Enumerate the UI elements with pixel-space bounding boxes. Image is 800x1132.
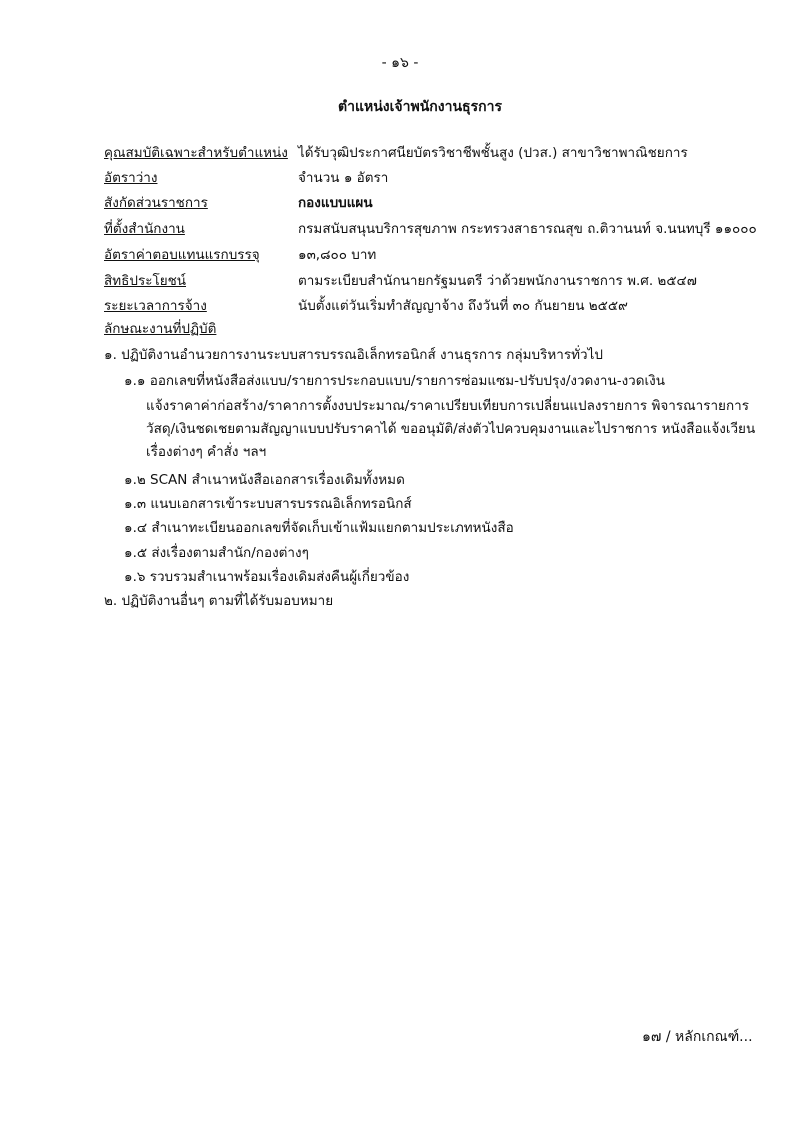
field-label: สิทธิประโยชน์ <box>104 273 187 289</box>
field-label: คุณสมบัติเฉพาะสำหรับตำแหน่ง <box>104 145 288 161</box>
field-label: ระยะเวลาการจ้าง <box>104 298 207 314</box>
field-value: กรมสนับสนุนบริการสุขภาพ กระทรวงสาธารณสุข ถ.ติวานนท์ จ.นนทบุรี ๑๑๐๐๐ <box>298 221 757 237</box>
duty-subitem: ๑.๓ แนบเอกสารเข้าระบบสารบรรณอิเล็กทรอนิกส์ <box>124 496 412 512</box>
field-value: กองแบบแผน <box>298 195 373 211</box>
duty-item-1-1-line: แจ้งราคาค่าก่อสร้าง/ราคาการตั้งงบประมาณ/ราคาเปรียบเทียบการเปลี่ยนแปลงรายการ พิจารณารายการ <box>146 398 749 414</box>
duty-item-2: ๒. ปฏิบัติงานอื่นๆ ตามที่ได้รับมอบหมาย <box>104 593 334 609</box>
page-title: ตำแหน่งเจ้าพนักงานธุรการ <box>338 99 502 115</box>
duty-subitem: ๑.๕ ส่งเรื่องตามสำนัก/กองต่างๆ <box>124 545 309 561</box>
footer-next-page: ๑๗ / หลักเกณฑ์... <box>642 1029 753 1045</box>
duty-subitem: ๑.๒ SCAN สำเนาหนังสือเอกสารเรื่องเดิมทั้งหมด <box>124 472 405 488</box>
field-value: นับตั้งแต่วันเริ่มทำสัญญาจ้าง ถึงวันที่ ๓๐ กันยายน ๒๕๕๙ <box>298 298 628 314</box>
duty-subitem: ๑.๔ สำเนาทะเบียนออกเลขที่จัดเก็บเข้าแฟ้มแยกตามประเภทหนังสือ <box>124 520 514 536</box>
duty-item-1: ๑. ปฏิบัติงานอำนวยการงานระบบสารบรรณอิเล็กทรอนิกส์ งานธุรการ กลุ่มบริหารทั่วไป <box>104 347 603 363</box>
field-value: ได้รับวุฒิประกาศนียบัตรวิชาชีพชั้นสูง (ปวส.) สาขาวิชาพาณิชยการ <box>298 145 688 161</box>
field-label: ที่ตั้งสำนักงาน <box>104 221 185 237</box>
field-value: ๑๓,๘๐๐ บาท <box>298 247 377 263</box>
field-label: อัตราว่าง <box>104 170 158 186</box>
duty-subitem: ๑.๖ รวบรวมสำเนาพร้อมเรื่องเดิมส่งคืนผู้เกี่ยวข้อง <box>124 569 410 585</box>
page-number: - ๑๖ - <box>381 55 419 71</box>
field-value: ตามระเบียบสำนักนายกรัฐมนตรี ว่าด้วยพนักงานราชการ พ.ศ. ๒๕๔๗ <box>298 273 697 289</box>
field-label: ลักษณะงานที่ปฏิบัติ <box>104 321 217 337</box>
field-label: อัตราค่าตอบแทนแรกบรรจุ <box>104 247 260 263</box>
duty-item-1-1-line: ๑.๑ ออกเลขที่หนังสือส่งแบบ/รายการประกอบแบบ/รายการซ่อมแซม-ปรับปรุง/งวดงาน-งวดเงิน <box>124 373 665 389</box>
duty-item-1-1-line: เรื่องต่างๆ คำสั่ง ฯลฯ <box>146 444 267 460</box>
field-label: สังกัดส่วนราชการ <box>104 195 208 211</box>
field-value: จำนวน ๑ อัตรา <box>298 170 389 186</box>
duty-item-1-1-line: วัสดุ/เงินชดเชยตามสัญญาแบบปรับราคาได้ ขออนุมัติ/ส่งตัวไปควบคุมงานและไปราชการ หนังสือแจ้งเวียน <box>146 421 756 437</box>
